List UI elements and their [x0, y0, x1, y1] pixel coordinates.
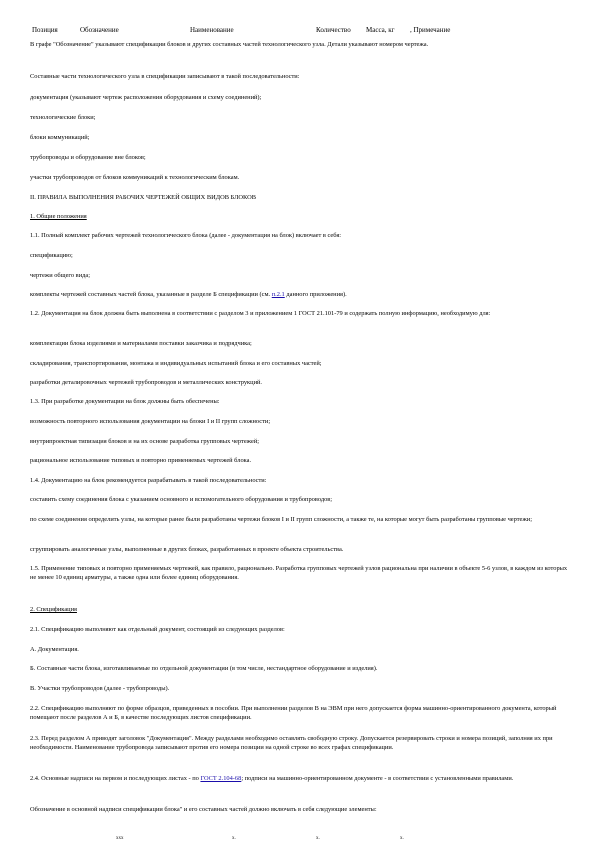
paragraph: спецификацию; [30, 252, 73, 259]
paragraph: по схеме соединения определить узлы, на которые ранее были разработаны чертежи блоков I и II групп сложности, а также те, на которые могут быть разработаны групповые чертежи; [30, 516, 532, 523]
paragraph: рациональное использование типовых и повторно применяемых чертежей блока. [30, 457, 252, 464]
header-col-mass: Масса, кг [366, 26, 395, 34]
section-link[interactable]: п.2.1 [271, 291, 285, 298]
paragraph: Б. Составные части блока, изготавливаемые по отдельной документации (в том числе, нестандартное оборудование и изделия). [30, 665, 378, 672]
subsection-heading: 1. Общие положения [30, 213, 87, 220]
footer-mark: х. [316, 836, 320, 841]
paragraph-text: 2.4. Основные надписи на первом и последующих листах - по [30, 775, 201, 782]
header-col-note: , Примечание [410, 26, 451, 34]
paragraph: В графе "Обозначение" указывают спецификации блоков и других составных частей технологического узла. Детали указывают номером чертежа. [30, 41, 429, 48]
gost-link[interactable]: ГОСТ 2.104-68 [200, 775, 242, 782]
paragraph: составить схему соединения блока с указанием основного и вспомогательного оборудования и трубопроводов; [30, 496, 333, 503]
paragraph: участки трубопроводов от блоков коммуникаций к технологическим блокам. [30, 174, 240, 181]
header-col-designation: Обозначение [80, 26, 119, 34]
paragraph: 1.1. Полный комплект рабочих чертежей технологического блока (далее - документация на блок) включает в себя: [30, 232, 342, 239]
header-col-quantity: Количество [316, 26, 351, 34]
paragraph: чертежи общего вида; [30, 272, 90, 279]
paragraph: 1.5. Применение типовых и повторно применяемых чертежей, как правило, рационально. Разработка групповых чертежей узлов рациональна при наличии в объекте 5-6 узлов, в каждом из которых не менее 10 единиц арматуры, а также одна или более единиц оборудования. [30, 565, 568, 582]
subsection-heading: 2. Спецификация [30, 606, 77, 613]
paragraph: возможность повторного использования документации на блоки I и II групп сложности; [30, 418, 271, 425]
paragraph [30, 290, 570, 299]
footer-mark: х. [400, 836, 404, 841]
paragraph-text: ; подписи на машинно-ориентированном документе - в соответствии с установленными правилами. [241, 775, 514, 782]
paragraph: 1.3. При разработке документации на блок должны быть обеспечены: [30, 398, 220, 405]
paragraph: Обозначение в основной надписи спецификации блока" и его составных частей должно включать в себя следующие элементы: [30, 806, 377, 813]
paragraph: разработки деталировочных чертежей трубопроводов и металлических конструкций. [30, 379, 263, 386]
paragraph: документация (указывают чертеж расположения оборудования и схему соединений); [30, 94, 262, 101]
paragraph: 1.2. Документация на блок должна быть выполнена в соответствии с разделом 3 и приложением 1 ГОСТ 21.101-79 и содержать полную информацию, необходимую для: [30, 310, 491, 317]
paragraph: В. Участки трубопроводов (далее - трубопроводы). [30, 685, 170, 692]
paragraph: 2.3. Перед разделом А приводят заголовок "Документация". Между разделами необходимо оставлять свободную строку. Допускается резервировать строки и номера позиций, заполняя их при необходимости. Наименование трубопровода записывают против его номера позиции на одной строке во всех графах спецификации. [30, 735, 553, 752]
paragraph: 2.2. Спецификацию выполняют по форме образцов, приведенных в пособии. При выполнении разделов В на ЭВМ при него допускается форма машинно-ориентированного документа, который помещают после разделов А и Б, в качестве последующих листов спецификации. [30, 705, 557, 722]
paragraph: складирования, транспортирования, монтажа и индивидуальных испытаний блока и его составных частей; [30, 360, 322, 367]
paragraph: комплектации блока изделиями и материалами поставки заказчика и подрядчика; [30, 340, 252, 347]
paragraph: А. Документация. [30, 646, 79, 653]
footer-mark: ххх [116, 836, 124, 841]
paragraph: Составные части технологического узла в спецификации записывают в такой последовательности: [30, 73, 300, 80]
paragraph: внутрипроектная типизация блоков и на их основе разработка групповых чертежей; [30, 438, 260, 445]
paragraph-text: комплекты чертежей составных частей блока, указанные в разделе Б спецификации (см. [30, 291, 272, 298]
paragraph: блоки коммуникаций; [30, 134, 90, 141]
header-col-position: Позиция [32, 26, 58, 34]
paragraph: трубопроводы и оборудование вне блоков; [30, 154, 146, 161]
paragraph: 2.1. Спецификацию выполняют как отдельный документ, состоящий из следующих разделов: [30, 626, 285, 633]
paragraph: технологические блоки; [30, 114, 96, 121]
paragraph: сгруппировать аналогичные узлы, выполненные в других блоках, разработанных в проекте объекта строительства. [30, 546, 344, 553]
paragraph [30, 774, 570, 783]
paragraph-text: данного приложения). [284, 291, 347, 298]
header-col-name: Наименование [190, 26, 234, 34]
footer-mark: х. [232, 836, 236, 841]
section-heading: II. ПРАВИЛА ВЫПОЛНЕНИЯ РАБОЧИХ ЧЕРТЕЖЕЙ ОБЩИХ ВИДОВ БЛОКОВ [30, 194, 256, 201]
paragraph: 1.4. Документацию на блок рекомендуется разрабатывать в такой последовательности: [30, 477, 267, 484]
